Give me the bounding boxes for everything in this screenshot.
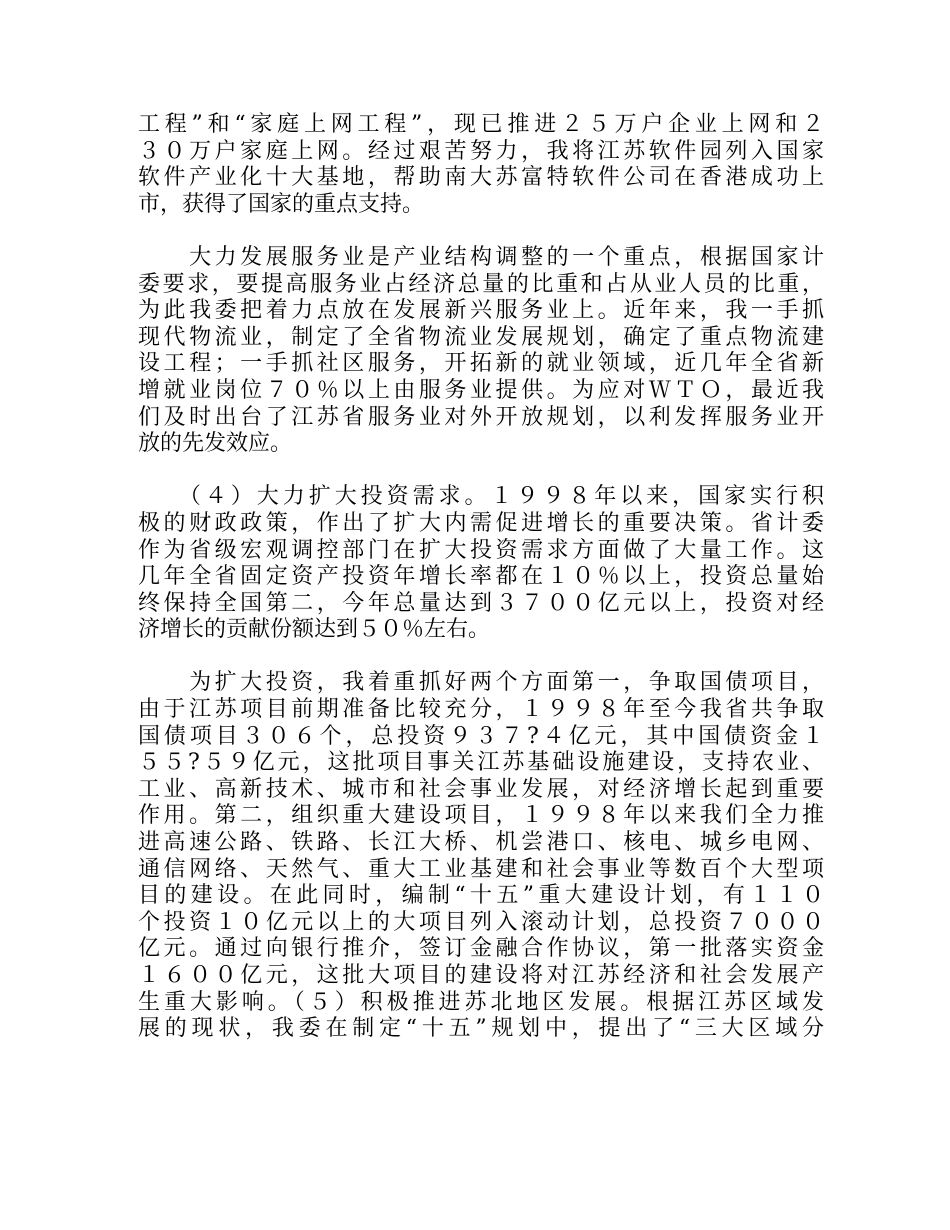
text-line: 生重大影响。（５）积极推进苏北地区发展。根据江苏区域发	[138, 989, 824, 1015]
paragraph	[138, 112, 824, 218]
text-line: 设工程；一手抓社区服务，开拓新的就业领域，近几年全省新	[138, 351, 824, 377]
text-line: 进高速公路、铁路、长江大桥、机尝港口、核电、城乡电网、	[138, 830, 824, 856]
document-page	[138, 112, 824, 1069]
text-line: 作用。第二，组织重大建设项目，１９９８年以来我们全力推	[138, 803, 824, 829]
text-line: 增就业岗位７０％以上由服务业提供。为应对ＷＴＯ，最近我	[138, 377, 824, 403]
paragraph	[138, 245, 824, 458]
text-line: 目的建设。在此同时，编制“十五”重大建设计划，有１１０	[138, 883, 824, 909]
paragraph	[138, 670, 824, 1042]
text-line: 通信网络、天然气、重大工业基建和社会事业等数百个大型项	[138, 856, 824, 882]
text-line: 由于江苏项目前期准备比较充分，１９９８年至今我省共争取	[138, 697, 824, 723]
text-line: 大力发展服务业是产业结构调整的一个重点，根据国家计	[138, 244, 824, 270]
text-line: 终保持全国第二，今年总量达到３７００亿元以上，投资对经	[138, 590, 824, 616]
text-line: 展的现状，我委在制定“十五”规划中，提出了“三大区域分	[138, 1016, 824, 1042]
text-line: 作为省级宏观调控部门在扩大投资需求方面做了大量工作。这	[138, 537, 824, 563]
text-line: 工程”和“家庭上网工程”，现已推进２５万户企业上网和２	[138, 112, 824, 137]
text-line: 极的财政政策，作出了扩大内需促进增长的重要决策。省计委	[138, 510, 824, 536]
text-line: 放的先发效应。	[138, 431, 293, 457]
text-line: 软件产业化十大基地，帮助南大苏富特软件公司在香港成功上	[138, 165, 824, 191]
text-line: 济增长的贡献份额达到５０％左右。	[138, 617, 491, 643]
text-line: 为扩大投资，我着重抓好两个方面第一，争取国债项目，	[138, 670, 824, 696]
text-line: （４）大力扩大投资需求。１９９８年以来，国家实行积	[138, 484, 824, 510]
text-line: 亿元。通过向银行推介，签订金融合作协议，第一批落实资金	[138, 936, 824, 962]
text-line: 们及时出台了江苏省服务业对外开放规划，以利发挥服务业开	[138, 404, 824, 430]
text-line: ５５?５９亿元，这批项目事关江苏基础设施建设，支持农业、	[138, 750, 824, 776]
paragraph	[138, 484, 824, 644]
text-line: １６００亿元，这批大项目的建设将对江苏经济和社会发展产	[138, 963, 824, 988]
text-line: 几年全省固定资产投资年增长率都在１０％以上，投资总量始	[138, 564, 824, 590]
text-line: 工业、高新技术、城市和社会事业发展，对经济增长起到重要	[138, 776, 824, 802]
text-line: 委要求，要提高服务业占经济总量的比重和占从业人员的比重，	[138, 271, 824, 297]
text-line: 为此我委把着力点放在发展新兴服务业上。近年来，我一手抓	[138, 298, 824, 324]
text-line: 国债项目３０６个，总投资９３７?４亿元，其中国债资金１	[138, 723, 824, 749]
text-line: 个投资１０亿元以上的大项目列入滚动计划，总投资７０００	[138, 909, 824, 935]
text-line: ３０万户家庭上网。经过艰苦努力，我将江苏软件园列入国家	[138, 138, 824, 164]
text-line: 市，获得了国家的重点支持。	[138, 191, 425, 217]
text-line: 现代物流业，制定了全省物流业发展规划，确定了重点物流建	[138, 324, 824, 350]
